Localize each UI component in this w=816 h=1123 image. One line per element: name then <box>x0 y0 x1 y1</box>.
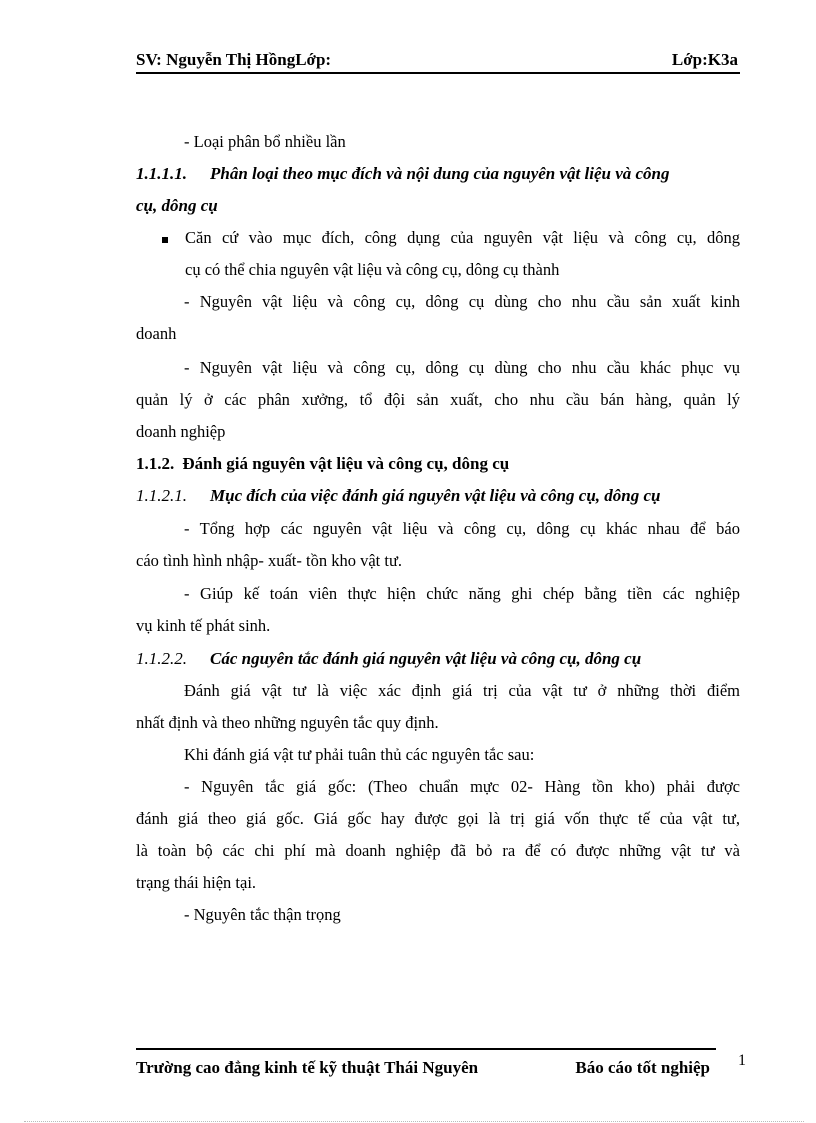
heading-number: 1.1.1.1. <box>136 164 187 183</box>
paragraph-line: Khi đánh giá vật tư phải tuân thủ các nguyên tắc sau: <box>184 745 535 764</box>
footer-school: Trường cao đẳng kinh tế kỹ thuật Thái Nguyên <box>136 1058 479 1077</box>
paragraph-line: - Nguyên vật liệu và công cụ, dông cụ dùng cho nhu cầu khác phục vụ <box>184 358 740 377</box>
heading-title: Phân loại theo mục đích và nội dung của nguyên vật liệu và công <box>210 164 670 183</box>
page-number: 1 <box>738 1052 746 1069</box>
heading-1-1-1-1 <box>136 164 740 184</box>
paragraph-line: - Loại phân bổ nhiều lần <box>184 132 346 151</box>
heading-1-1-2-1 <box>136 486 740 506</box>
heading-number: 1.1.2.2. <box>136 649 187 668</box>
header-student-name: SV: Nguyễn Thị HồngLớp: <box>136 50 332 69</box>
heading-title: Các nguyên tắc đánh giá nguyên vật liệu và công cụ, dông cụ <box>210 649 642 668</box>
page-footer <box>136 1048 716 1080</box>
paragraph-line: - Nguyên tắc thận trọng <box>184 905 341 924</box>
page-header <box>136 50 740 74</box>
paragraph-line: quản lý ở các phân xưởng, tổ đội sản xuất, cho nhu cầu bán hàng, quản lý <box>136 390 740 409</box>
paragraph-line: nhất định và theo những nguyên tắc quy định. <box>136 713 439 732</box>
paragraph-line: doanh <box>136 324 177 343</box>
paragraph-line: trạng thái hiện tại. <box>136 873 257 892</box>
heading-1-1-2-2 <box>136 649 740 669</box>
bullet-line: Căn cứ vào mục đích, công dụng của nguyên vật liệu và công cụ, dông <box>185 228 740 247</box>
paragraph-line: Đánh giá vật tư là việc xác định giá trị của vật tư ở những thời điểm <box>184 681 740 700</box>
heading-number: 1.1.2. <box>136 454 175 473</box>
bullet-square-icon <box>162 237 168 243</box>
page-edge-divider <box>24 1121 804 1122</box>
paragraph-line: doanh nghiệp <box>136 422 226 441</box>
paragraph-line: - Giúp kế toán viên thực hiện chức năng ghi chép bằng tiền các nghiệp <box>184 584 740 603</box>
heading-1-1-2 <box>136 454 740 474</box>
bullet-line: cụ có thể chia nguyên vật liệu và công cụ, dông cụ thành <box>185 260 560 279</box>
heading-title: Mục đích của việc đánh giá nguyên vật liệu và công cụ, dông cụ <box>210 486 661 505</box>
footer-report-title: Báo cáo tốt nghiệp <box>575 1058 710 1077</box>
paragraph-line: - Tổng hợp các nguyên vật liệu và công cụ, dông cụ khác nhau để báo <box>184 519 740 538</box>
paragraph-line: đánh giá theo giá gốc. Giá gốc hay được gọi là trị giá vốn thực tế của vật tư, <box>136 809 740 828</box>
paragraph-line: - Nguyên vật liệu và công cụ, dông cụ dùng cho nhu cầu sản xuất kinh <box>184 292 740 311</box>
paragraph-line: cáo tình hình nhập- xuất- tồn kho vật tư. <box>136 551 403 570</box>
paragraph-line: - Nguyên tắc giá gốc: (Theo chuẩn mực 02- Hàng tồn kho) phải được <box>184 777 740 796</box>
heading-title: Đánh giá nguyên vật liệu và công cụ, dông cụ <box>182 454 510 473</box>
header-class: Lớp:K3a <box>671 50 738 69</box>
heading-title-continued: cụ, dông cụ <box>136 196 218 215</box>
heading-number: 1.1.2.1. <box>136 486 187 505</box>
paragraph-line: vụ kinh tế phát sinh. <box>136 616 271 635</box>
paragraph-line: là toàn bộ các chi phí mà doanh nghiệp đã bỏ ra để có được những vật tư và <box>136 841 740 860</box>
